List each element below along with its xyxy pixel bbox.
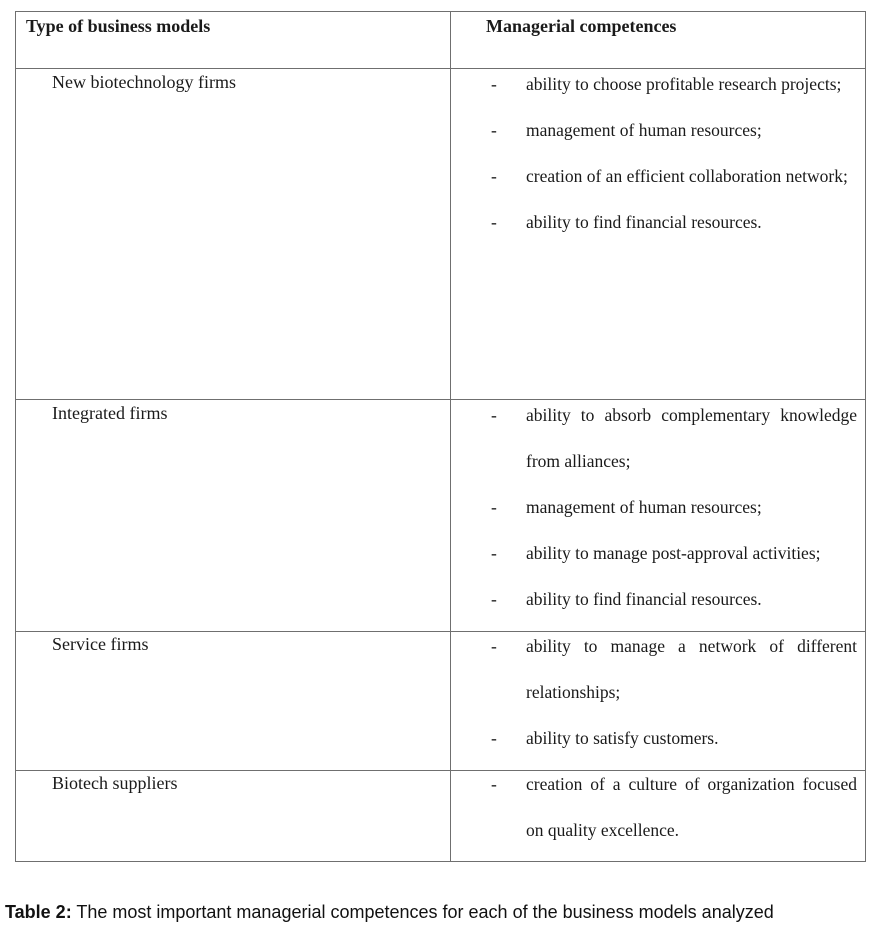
competence-item: - ability to satisfy customers. xyxy=(491,728,719,748)
competence-item: - ability to absorb complementary knowledge from alliances; xyxy=(491,405,857,471)
competence-item: - ability to find financial resources. xyxy=(491,589,762,609)
competences-table xyxy=(15,11,866,862)
table-caption xyxy=(5,900,774,924)
competence-item: - ability to manage post-approval activities; xyxy=(491,543,821,563)
header-managerial-competences: Managerial competences xyxy=(486,16,677,36)
business-model-label: Integrated firms xyxy=(52,403,168,423)
competence-item: - creation of an efficient collaboration network; xyxy=(491,166,848,186)
business-model-label: New biotechnology firms xyxy=(52,72,236,92)
competence-item: - ability to find financial resources. xyxy=(491,212,762,232)
column-divider xyxy=(450,12,451,861)
competence-item: - management of human resources; xyxy=(491,120,762,140)
competence-list xyxy=(486,61,857,245)
competence-item: - management of human resources; xyxy=(491,497,762,517)
business-model-label: Service firms xyxy=(52,634,149,654)
competence-item: - ability to choose profitable research projects; xyxy=(491,74,842,94)
competence-item: - ability to manage a network of different relationships; xyxy=(491,636,857,702)
competence-list xyxy=(486,392,857,622)
competence-list xyxy=(486,761,857,853)
caption-label: Table 2: xyxy=(5,902,72,922)
caption-text: The most important managerial competences for each of the business models analyzed xyxy=(71,902,774,922)
competence-list xyxy=(486,623,857,761)
competence-item: - creation of a culture of organization focused on quality excellence. xyxy=(491,774,857,840)
business-model-label: Biotech suppliers xyxy=(52,773,178,793)
header-business-models: Type of business models xyxy=(26,16,211,36)
